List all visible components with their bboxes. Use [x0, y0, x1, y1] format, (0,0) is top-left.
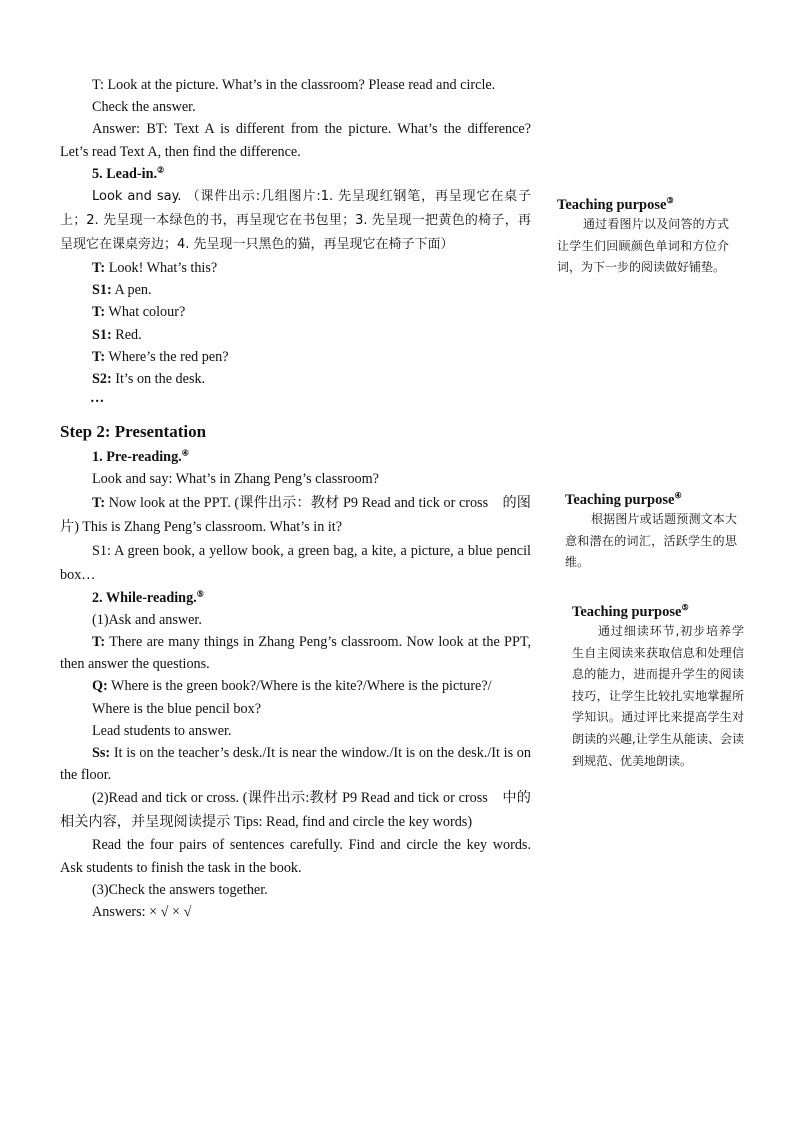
paragraph: (2)Read and tick or cross. (课件出示:教材 P9 Read and tick or cross 中的相关内容，并呈现阅读提示 Tips: Read, find and circle the key words) — [60, 790, 531, 831]
paragraph — [60, 491, 531, 539]
paragraph: Look and say: What’s in Zhang Peng’s classroom? — [92, 471, 379, 488]
ellipsis: … — [90, 390, 106, 407]
paragraph: (3)Check the answers together. — [92, 881, 268, 898]
utterance: Look! What’s this? — [105, 260, 218, 277]
note-text: 通过细读环节,初步培养学生自主阅读来获取信息和处理信息的能力，进而提升学生的阅读技巧，让学生比较扎实地掌握所学知识。通过评比来提高学生对朗读的兴趣,让学生从能读、会读到规范、优美地朗读。 — [572, 624, 744, 768]
speaker: S1: — [92, 326, 112, 343]
footnote-marker: ③ — [666, 196, 674, 206]
speaker: Ss: — [92, 745, 111, 762]
step-heading: Step 2: Presentation — [60, 422, 207, 442]
utterance: It’s on the desk. — [111, 371, 206, 388]
paragraph: Read the four pairs of sentences carefully. Find and circle the key words. Ask students to finish the task in the book. — [60, 837, 531, 876]
paragraph — [60, 631, 531, 675]
heading-text: 5. Lead-in. — [92, 165, 158, 182]
footnote-marker: ② — [157, 165, 165, 175]
note-title-text: Teaching purpose — [565, 492, 675, 508]
paragraph: S1: A green book, a yellow book, a green bag, a kite, a picture, a blue pencil box… — [60, 542, 531, 583]
heading-text: 1. Pre-reading. — [92, 449, 182, 466]
note-title-text: Teaching purpose — [572, 604, 682, 620]
paragraph-text: It is on the teacher’s desk./It is near the window./It is on the desk./It is on the floor. — [60, 745, 531, 784]
paragraph: Look and say. （课件出示:几组图片:1. 先呈现红钢笔，再呈现它在桌子上；2. 先呈现一本绿色的书，再呈现它在书包里；3. 先呈现一把黄色的椅子，再呈现它在课桌旁边；4. 先呈现一只黑色的猫，再呈现它在椅子下面） — [60, 189, 531, 253]
note-title — [557, 196, 729, 214]
utterance: Where’s the red pen? — [105, 348, 229, 365]
utterance: Red. — [111, 326, 142, 343]
note-text: 根据图片或话题预测文本大意和潜在的词汇，活跃学生的思维。 — [565, 512, 737, 570]
paragraph: Check the answer. — [92, 99, 196, 116]
note-title — [565, 491, 737, 509]
paragraph: Lead students to answer. — [92, 722, 232, 739]
speaker: Q: — [92, 678, 108, 695]
paragraph: Answer: BT: Text A is different from the picture. What’s the difference? Let’s read Text A, then find the difference. — [60, 121, 531, 160]
paragraph-text: There are many things in Zhang Peng’s classroom. Now look at the PPT, then answer the questions. — [60, 634, 531, 673]
dialog-line — [60, 324, 531, 346]
speaker: T: — [92, 494, 106, 511]
teaching-purpose-note — [572, 603, 744, 772]
note-title — [572, 603, 744, 621]
dialog-line — [60, 257, 531, 279]
footnote-marker: ⑤ — [681, 603, 689, 613]
paragraph — [60, 675, 531, 697]
paragraph-text: Now look at the PPT. (课件出示：教材 P9 Read and tick or cross 的图片) This is Zhang Peng’s classroom. What’s in it? — [60, 494, 531, 535]
utterance: What colour? — [105, 304, 186, 321]
footnote-marker: ④ — [181, 448, 189, 458]
footnote-marker: ④ — [674, 491, 682, 501]
section-heading-pre-reading — [60, 446, 531, 468]
dialog-line — [60, 368, 531, 390]
paragraph: T: Look at the picture. What’s in the classroom? Please read and circle. — [92, 77, 496, 93]
speaker: S2: — [92, 371, 112, 388]
main-column — [60, 74, 531, 923]
speaker: T: — [92, 348, 106, 365]
dialog-line — [60, 301, 531, 323]
paragraph-text: Where is the green book?/Where is the kite?/Where is the picture?/ — [107, 678, 492, 695]
note-title-text: Teaching purpose — [557, 197, 667, 213]
section-heading-lead-in — [60, 163, 531, 185]
speaker: T: — [92, 260, 106, 277]
speaker: T: — [92, 634, 106, 651]
speaker: T: — [92, 304, 106, 321]
teaching-purpose-note — [565, 491, 737, 574]
paragraph — [60, 742, 531, 786]
section-heading-while-reading — [60, 587, 531, 609]
paragraph: (1)Ask and answer. — [92, 611, 202, 628]
footnote-marker: ⑤ — [196, 588, 204, 598]
speaker: S1: — [92, 282, 112, 299]
paragraph: Answers: × √ × √ — [92, 904, 192, 921]
dialog-line — [60, 279, 531, 301]
utterance: A pen. — [111, 282, 152, 299]
teaching-purpose-note — [557, 196, 729, 279]
note-text: 通过看图片以及问答的方式让学生们回顾颜色单词和方位介词，为下一步的阅读做好铺垫。 — [557, 217, 729, 275]
heading-text: 2. While-reading. — [92, 589, 197, 606]
paragraph: Where is the blue pencil box? — [92, 700, 262, 717]
dialog-line — [60, 346, 531, 368]
